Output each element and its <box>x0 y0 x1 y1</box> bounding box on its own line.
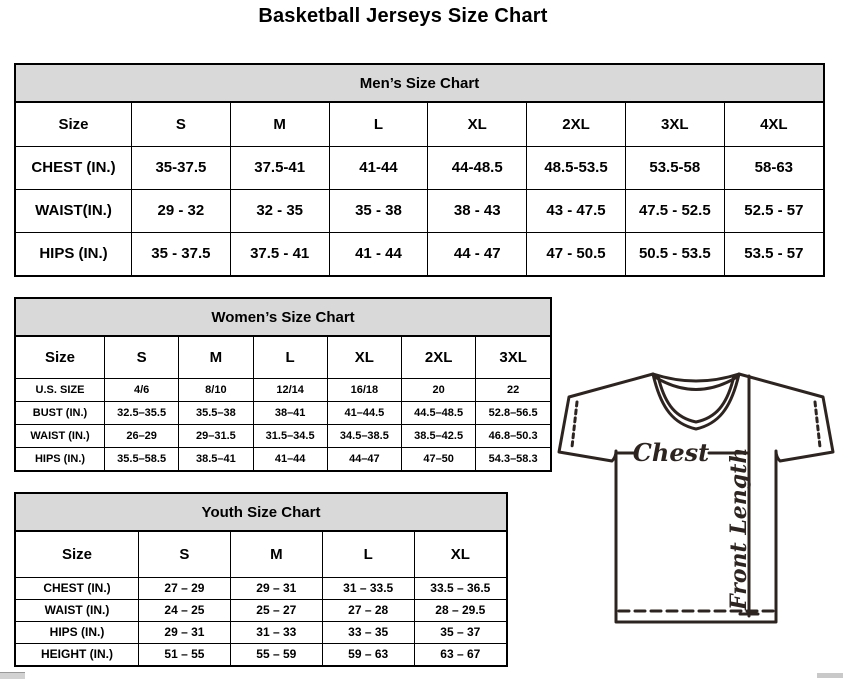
column-header: 3XL <box>625 103 724 146</box>
row-label: WAIST (IN.) <box>16 424 105 447</box>
column-header-row <box>16 532 506 577</box>
right-sleeve-dashed-hem <box>815 402 820 447</box>
table-row <box>16 232 823 275</box>
size-value-cell: 38 - 43 <box>428 189 527 232</box>
size-value-cell: 52.5 - 57 <box>724 189 823 232</box>
size-value-cell: 59 – 63 <box>322 643 414 665</box>
row-label: HIPS (IN.) <box>16 621 139 643</box>
size-value-cell: 38.5–42.5 <box>402 424 476 447</box>
size-value-cell: 35-37.5 <box>132 146 231 189</box>
womens-size-table <box>16 337 550 470</box>
row-label: HIPS (IN.) <box>16 447 105 470</box>
size-value-cell: 33 – 35 <box>322 621 414 643</box>
size-value-cell: 47–50 <box>402 447 476 470</box>
column-header: L <box>253 337 327 378</box>
size-value-cell: 28 – 29.5 <box>414 599 506 621</box>
column-header: S <box>132 103 231 146</box>
size-value-cell: 31 – 33 <box>230 621 322 643</box>
row-label: BUST (IN.) <box>16 401 105 424</box>
size-value-cell: 20 <box>402 378 476 401</box>
size-value-cell: 55 – 59 <box>230 643 322 665</box>
size-value-cell: 32 - 35 <box>230 189 329 232</box>
size-value-cell: 29 - 32 <box>132 189 231 232</box>
youth-size-table <box>16 532 506 665</box>
table-row <box>16 621 506 643</box>
size-value-cell: 31.5–34.5 <box>253 424 327 447</box>
row-label: U.S. SIZE <box>16 378 105 401</box>
size-value-cell: 41–44.5 <box>327 401 401 424</box>
womens-size-chart <box>14 297 552 472</box>
table-row <box>16 189 823 232</box>
size-value-cell: 35 – 37 <box>414 621 506 643</box>
size-value-cell: 38.5–41 <box>179 447 253 470</box>
size-value-cell: 44.5–48.5 <box>402 401 476 424</box>
size-value-cell: 35 - 38 <box>329 189 428 232</box>
size-value-cell: 22 <box>476 378 550 401</box>
column-header-row <box>16 103 823 146</box>
size-value-cell: 37.5-41 <box>230 146 329 189</box>
size-value-cell: 27 – 29 <box>139 577 231 599</box>
youth-chart-title: Youth Size Chart <box>16 494 506 532</box>
mens-size-chart <box>14 63 825 277</box>
jersey-outline <box>559 374 833 622</box>
left-sleeve-dashed-hem <box>572 402 577 447</box>
size-value-cell: 16/18 <box>327 378 401 401</box>
column-header: M <box>230 532 322 577</box>
chest-measure-label: Chest <box>632 438 710 467</box>
size-value-cell: 26–29 <box>105 424 179 447</box>
row-label: CHEST (IN.) <box>16 577 139 599</box>
size-value-cell: 47 - 50.5 <box>527 232 626 275</box>
horizontal-scrollbar-thumb-left[interactable] <box>0 672 25 679</box>
mens-chart-title: Men’s Size Chart <box>16 65 823 103</box>
column-header: 3XL <box>476 337 550 378</box>
page-title: Basketball Jerseys Size Chart <box>258 5 548 27</box>
table-row <box>16 401 550 424</box>
size-value-cell: 25 – 27 <box>230 599 322 621</box>
womens-chart-title: Women’s Size Chart <box>16 299 550 337</box>
column-header: S <box>139 532 231 577</box>
jersey-diagram <box>556 364 843 656</box>
size-value-cell: 54.3–58.3 <box>476 447 550 470</box>
column-header: 2XL <box>527 103 626 146</box>
size-value-cell: 63 – 67 <box>414 643 506 665</box>
row-label: WAIST(IN.) <box>16 189 132 232</box>
table-row <box>16 577 506 599</box>
size-value-cell: 52.8–56.5 <box>476 401 550 424</box>
size-column-header: Size <box>16 337 105 378</box>
size-value-cell: 29 – 31 <box>139 621 231 643</box>
size-value-cell: 29–31.5 <box>179 424 253 447</box>
table-row <box>16 146 823 189</box>
size-value-cell: 50.5 - 53.5 <box>625 232 724 275</box>
size-value-cell: 58-63 <box>724 146 823 189</box>
youth-size-chart <box>14 492 508 667</box>
row-label: WAIST (IN.) <box>16 599 139 621</box>
row-label: HEIGHT (IN.) <box>16 643 139 665</box>
column-header: M <box>179 337 253 378</box>
size-value-cell: 8/10 <box>179 378 253 401</box>
column-header-row <box>16 337 550 378</box>
size-value-cell: 53.5-58 <box>625 146 724 189</box>
size-value-cell: 47.5 - 52.5 <box>625 189 724 232</box>
size-value-cell: 44-48.5 <box>428 146 527 189</box>
row-label: CHEST (IN.) <box>16 146 132 189</box>
size-value-cell: 37.5 - 41 <box>230 232 329 275</box>
column-header: M <box>230 103 329 146</box>
column-header: S <box>105 337 179 378</box>
mens-size-table <box>16 103 823 275</box>
table-row <box>16 424 550 447</box>
size-value-cell: 32.5–35.5 <box>105 401 179 424</box>
size-value-cell: 41 - 44 <box>329 232 428 275</box>
table-row <box>16 447 550 470</box>
table-row <box>16 378 550 401</box>
size-value-cell: 53.5 - 57 <box>724 232 823 275</box>
size-value-cell: 29 – 31 <box>230 577 322 599</box>
size-value-cell: 31 – 33.5 <box>322 577 414 599</box>
size-value-cell: 44–47 <box>327 447 401 470</box>
size-value-cell: 24 – 25 <box>139 599 231 621</box>
size-value-cell: 51 – 55 <box>139 643 231 665</box>
size-column-header: Size <box>16 532 139 577</box>
front-length-measure-label: Front Length <box>726 447 752 610</box>
column-header: L <box>322 532 414 577</box>
size-value-cell: 44 - 47 <box>428 232 527 275</box>
collar-band-arc-top <box>653 374 739 381</box>
size-value-cell: 46.8–50.3 <box>476 424 550 447</box>
column-header: L <box>329 103 428 146</box>
row-label: HIPS (IN.) <box>16 232 132 275</box>
size-value-cell: 35.5–58.5 <box>105 447 179 470</box>
table-row <box>16 599 506 621</box>
size-value-cell: 27 – 28 <box>322 599 414 621</box>
size-value-cell: 43 - 47.5 <box>527 189 626 232</box>
size-value-cell: 33.5 – 36.5 <box>414 577 506 599</box>
horizontal-scrollbar-thumb-right[interactable] <box>817 673 843 678</box>
column-header: 4XL <box>724 103 823 146</box>
size-value-cell: 35.5–38 <box>179 401 253 424</box>
size-value-cell: 48.5-53.5 <box>527 146 626 189</box>
size-value-cell: 4/6 <box>105 378 179 401</box>
column-header: XL <box>414 532 506 577</box>
size-value-cell: 35 - 37.5 <box>132 232 231 275</box>
size-column-header: Size <box>16 103 132 146</box>
column-header: XL <box>428 103 527 146</box>
column-header: 2XL <box>402 337 476 378</box>
size-value-cell: 41–44 <box>253 447 327 470</box>
column-header: XL <box>327 337 401 378</box>
size-value-cell: 38–41 <box>253 401 327 424</box>
size-value-cell: 12/14 <box>253 378 327 401</box>
size-value-cell: 34.5–38.5 <box>327 424 401 447</box>
size-value-cell: 41-44 <box>329 146 428 189</box>
table-row <box>16 643 506 665</box>
